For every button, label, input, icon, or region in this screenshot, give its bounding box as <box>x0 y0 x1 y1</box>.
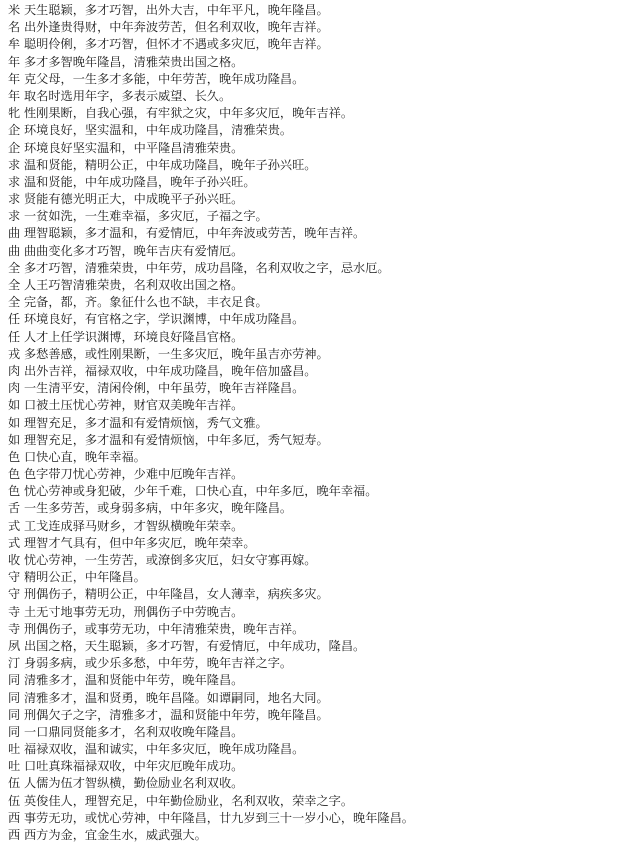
entry-description: 理智充足，多才温和有爱情烦恼，中年多厄，秀气短寿。 <box>24 432 329 447</box>
list-item <box>8 157 614 174</box>
list-item <box>8 690 614 707</box>
entry-description: 人儒为伍才智纵横，勤俭励业名利双收。 <box>24 776 244 791</box>
list-item <box>8 260 614 277</box>
entry-character: 肉 <box>8 363 21 378</box>
list-item <box>8 88 614 105</box>
list-item <box>8 243 614 260</box>
entry-character: 同 <box>8 690 21 705</box>
entry-description: 性刚果断，自我心强，有牢狱之灾，中年多灾厄，晚年吉祥。 <box>24 106 354 121</box>
entry-description: 一生清平安，清闲伶俐，中年虽劳，晚年吉祥隆昌。 <box>24 381 305 396</box>
list-item <box>8 655 614 672</box>
list-item <box>8 140 614 157</box>
entry-description: 口快心直，晚年幸福。 <box>24 449 146 464</box>
entry-description: 一贫如洗，一生难幸福，多灾厄，子福之字。 <box>24 209 268 224</box>
list-item <box>8 707 614 724</box>
entry-description: 土无寸地事劳无功，刑偶伤子中劳晚吉。 <box>24 604 244 619</box>
entry-description: 色字带刀忧心劳神，少难中厄晚年吉祥。 <box>24 467 244 482</box>
list-item <box>8 36 614 53</box>
entry-character: 求 <box>8 209 21 224</box>
entry-character: 收 <box>8 553 21 567</box>
entry-description: 忧心劳神，一生劳苦，或潦倒多灾厄，妇女守寡再嫁。 <box>24 553 317 567</box>
entry-description: 出外逢贵得财，中年奔波劳苦，但名利双收，晚年吉祥。 <box>24 20 329 35</box>
list-item <box>8 500 614 517</box>
list-item <box>8 346 614 363</box>
entry-description: 事劳无功，或忧心劳神，中年隆昌，廿九岁到三十一岁小心，晚年隆昌。 <box>24 810 414 825</box>
entry-description: 贤能有德光明正大，中成晚平子孙兴旺。 <box>24 192 244 207</box>
list-item <box>8 827 614 844</box>
entry-description: 理智聪颖，多才温和，有爱情厄，中年奔波或劳苦，晚年吉祥。 <box>24 226 366 241</box>
list-item <box>8 724 614 741</box>
entry-description: 清雅多才，温和贤能中年劳，晚年隆昌。 <box>24 673 244 688</box>
entry-description: 多愁善感，或性刚果断，一生多灾厄，晚年虽吉亦劳神。 <box>24 346 329 361</box>
entry-character: 年 <box>8 88 21 103</box>
entry-description: 环境良好坚实温和，中平隆昌清雅荣贵。 <box>24 140 244 155</box>
list-item <box>8 569 614 586</box>
entry-description: 出外吉祥，福禄双收，中年成功隆昌，晚年倍加盛昌。 <box>24 363 317 378</box>
entry-character: 吐 <box>8 759 21 774</box>
entry-description: 人王巧智清雅荣贵，名利双收出国之格。 <box>24 278 244 292</box>
list-item <box>8 810 614 827</box>
entry-description: 口被土压忧心劳神，财官双美晚年吉祥。 <box>24 398 244 413</box>
entry-description: 理智才气具有，但中年多灾厄，晚年荣幸。 <box>24 535 256 550</box>
entry-description: 取名时选用年字，多表示威望、长久。 <box>24 88 232 103</box>
entry-character: 任 <box>8 312 21 327</box>
entry-character: 企 <box>8 123 21 138</box>
entry-description: 刑偶欠子之字，清雅多才，温和贤能中年劳，晚年隆昌。 <box>24 707 329 722</box>
entry-character: 求 <box>8 192 21 207</box>
entry-character: 年 <box>8 54 21 69</box>
entry-character: 同 <box>8 707 21 722</box>
list-item <box>8 19 614 36</box>
entry-description: 出国之格，天生聪颖，多才巧智，有爱情厄，中年成功，隆昌。 <box>24 638 366 653</box>
list-item <box>8 552 614 569</box>
entry-description: 一生多劳苦，或身弱多病，中年多灾，晚年隆昌。 <box>24 501 293 516</box>
entry-character: 伍 <box>8 793 21 808</box>
list-item <box>8 397 614 414</box>
list-item <box>8 363 614 380</box>
entry-description: 温和贤能，中年成功隆昌，晚年子孙兴旺。 <box>24 174 256 189</box>
entry-character: 西 <box>8 828 21 842</box>
entry-description: 环境良好，有官格之字，学识渊博，中年成功隆昌。 <box>24 312 305 327</box>
list-item <box>8 329 614 346</box>
list-item <box>8 672 614 689</box>
entry-character: 如 <box>8 415 21 430</box>
entry-character: 伍 <box>8 776 21 791</box>
list-item <box>8 518 614 535</box>
list-item <box>8 54 614 71</box>
list-item <box>8 535 614 552</box>
name-character-list <box>8 2 614 844</box>
list-item <box>8 122 614 139</box>
entry-character: 色 <box>8 484 21 499</box>
entry-character: 任 <box>8 329 21 344</box>
list-item <box>8 277 614 294</box>
entry-character: 舌 <box>8 501 21 516</box>
list-item <box>8 105 614 122</box>
entry-character: 全 <box>8 260 21 275</box>
list-item <box>8 775 614 792</box>
entry-character: 米 <box>8 3 21 17</box>
entry-character: 年 <box>8 71 21 86</box>
entry-description: 英俊佳人，理智充足，中年勤俭励业，名利双收，荣幸之字。 <box>24 793 354 808</box>
entry-character: 夙 <box>8 638 21 653</box>
entry-character: 曲 <box>8 243 21 258</box>
list-item <box>8 466 614 483</box>
list-item <box>8 380 614 397</box>
list-item <box>8 793 614 810</box>
entry-character: 色 <box>8 449 21 464</box>
list-item <box>8 758 614 775</box>
entry-character: 汀 <box>8 656 21 671</box>
list-item <box>8 174 614 191</box>
list-item <box>8 741 614 758</box>
entry-character: 式 <box>8 518 21 533</box>
entry-character: 肉 <box>8 381 21 396</box>
entry-character: 名 <box>8 20 21 35</box>
entry-description: 刑偶伤子，精明公正，中年隆昌，女人薄幸，病疾多灾。 <box>24 587 329 602</box>
entry-character: 式 <box>8 535 21 550</box>
entry-character: 同 <box>8 673 21 688</box>
list-item <box>8 71 614 88</box>
list-item <box>8 225 614 242</box>
entry-character: 全 <box>8 278 21 292</box>
list-item <box>8 208 614 225</box>
entry-description: 天生聪颖，多才巧智，出外大吉，中年平凡，晚年隆昌。 <box>24 3 329 17</box>
entry-character: 寺 <box>8 621 21 636</box>
entry-description: 多才多智晚年隆昌，清雅荣贵出国之格。 <box>24 54 244 69</box>
entry-character: 牝 <box>8 106 21 121</box>
entry-character: 企 <box>8 140 21 155</box>
entry-character: 色 <box>8 467 21 482</box>
entry-character: 曲 <box>8 226 21 241</box>
entry-description: 精明公正，中年隆昌。 <box>24 570 146 585</box>
list-item <box>8 432 614 449</box>
entry-character: 同 <box>8 724 21 739</box>
entry-description: 身弱多病，或少乐多愁，中年劳，晚年吉祥之字。 <box>24 656 293 671</box>
entry-character: 戎 <box>8 346 21 361</box>
entry-description: 忧心劳神或身犯破，少年千难，口快心直，中年多厄，晚年幸福。 <box>24 484 378 499</box>
list-item <box>8 604 614 621</box>
entry-character: 西 <box>8 810 21 825</box>
entry-description: 理智充足，多才温和有爱情烦恼，秀气文雅。 <box>24 415 268 430</box>
list-item <box>8 2 614 19</box>
entry-description: 聪明伶俐，多才巧智，但怀才不遇或多灾厄，晚年吉祥。 <box>24 37 329 52</box>
entry-description: 西方为金，宜金生水，威武强大。 <box>24 828 207 842</box>
entry-description: 刑偶伤子，或事劳无功，中年清雅荣贵，晚年吉祥。 <box>24 621 305 636</box>
list-item <box>8 191 614 208</box>
entry-description: 工戈连成驿马财乡，才智纵横晚年荣幸。 <box>24 518 244 533</box>
entry-description: 完备，都，齐。象征什么也不缺，丰衣足食。 <box>24 295 268 310</box>
list-item <box>8 311 614 328</box>
entry-character: 求 <box>8 174 21 189</box>
entry-description: 福禄双收，温和诚实，中年多灾厄，晚年成功隆昌。 <box>24 742 305 757</box>
entry-description: 曲曲变化多才巧智，晚年吉庆有爱情厄。 <box>24 243 244 258</box>
entry-description: 温和贤能，精明公正，中年成功隆昌，晚年子孙兴旺。 <box>24 157 317 172</box>
entry-description: 一口鼎同贤能多才，名利双收晚年隆昌。 <box>24 724 244 739</box>
entry-character: 牟 <box>8 37 21 52</box>
list-item <box>8 586 614 603</box>
entry-description: 多才巧智，清雅荣贵，中年劳，成功昌隆，名利双收之字，忌水厄。 <box>24 260 390 275</box>
entry-character: 寺 <box>8 604 21 619</box>
entry-character: 守 <box>8 570 21 585</box>
entry-character: 吐 <box>8 742 21 757</box>
entry-description: 口吐真珠福禄双收，中年灾厄晚年成功。 <box>24 759 244 774</box>
list-item <box>8 638 614 655</box>
list-item <box>8 449 614 466</box>
list-item <box>8 415 614 432</box>
entry-character: 求 <box>8 157 21 172</box>
entry-character: 全 <box>8 295 21 310</box>
list-item <box>8 294 614 311</box>
entry-description: 清雅多才，温和贤勇，晚年昌隆。如谭嗣同，地名大同。 <box>24 690 329 705</box>
entry-description: 克父母，一生多才多能，中年劳苦，晚年成功隆昌。 <box>24 71 305 86</box>
list-item <box>8 621 614 638</box>
entry-character: 如 <box>8 398 21 413</box>
entry-character: 如 <box>8 432 21 447</box>
list-item <box>8 483 614 500</box>
entry-description: 环境良好，坚实温和，中年成功隆昌，清雅荣贵。 <box>24 123 293 138</box>
entry-character: 守 <box>8 587 21 602</box>
entry-description: 人才上任学识渊博，环境良好隆昌官格。 <box>24 329 244 344</box>
